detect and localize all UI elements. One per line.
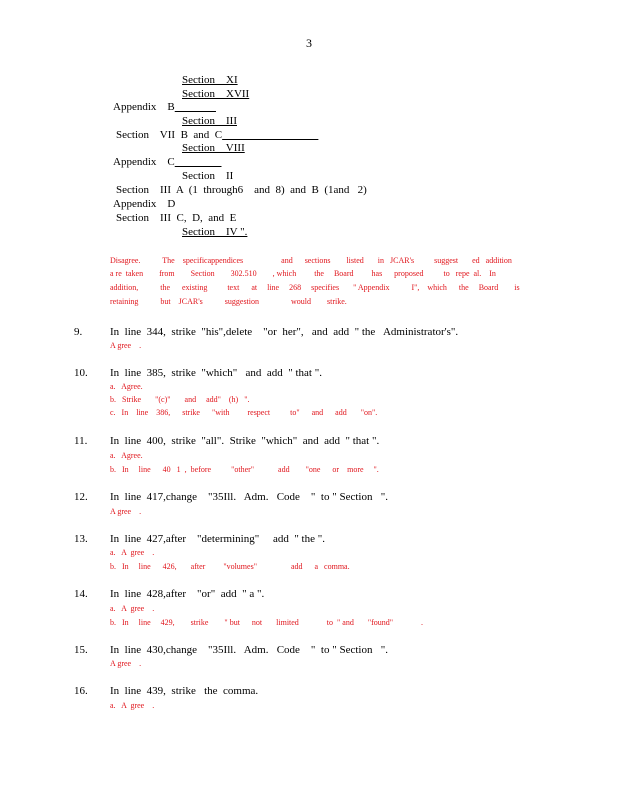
item-number: 12. [74, 491, 88, 503]
item-text: In line 427,after "determining" add " the ". [110, 533, 325, 545]
item-number: 13. [74, 533, 88, 545]
item-number: 9. [74, 326, 83, 338]
item-text: In line 439, strike the comma. [110, 685, 259, 697]
item-text: In line 400, strike "all". Strike "which" and add " that ". [110, 435, 380, 447]
item-number: 16. [74, 685, 88, 697]
section-line: Section XVII [182, 88, 250, 100]
item-number: 15. [74, 644, 88, 656]
item-number: 14. [74, 588, 88, 600]
item-answer: b. In line 429, strike " but not limited to " and "found" . [110, 618, 424, 627]
item-answer: b. Strike "(c)" and add" (h) ". [110, 395, 250, 404]
item-text: In line 428,after "or" add " a ". [110, 588, 265, 600]
section-line: Section II [182, 170, 234, 182]
section-line: Section III [182, 115, 237, 127]
disagree-line: a re taken from Section 302.510 , which the Board has proposed to repe al. In [110, 269, 496, 278]
item-text: In line 344, strike "his",delete "or her", and add " the Administrator's". [110, 326, 459, 338]
appendix-line: Appendix B [113, 101, 175, 113]
item-answer: a. A gree . [110, 701, 155, 710]
item-number: 10. [74, 367, 88, 379]
section-line: Section XI [182, 74, 238, 86]
item-number: 11. [74, 435, 88, 447]
item-text: In line 417,change "35Ill. Adm. Code " to " Section ". [110, 491, 388, 503]
disagree-line: retaining but JCAR's suggestion would strike. [110, 297, 347, 306]
item-answer: a. A gree . [110, 548, 155, 557]
item-answer: a. Agree. [110, 451, 143, 460]
section-line: Section VII B and C [116, 129, 223, 141]
item-answer: A gree . [110, 659, 142, 668]
section-line: Section III A (1 through6 and 8) and B (1and 2) [116, 184, 367, 196]
disagree-line: Disagree. The specificappendices and sections listed in JCAR's suggest ed addition [110, 256, 512, 265]
item-answer: a. A gree . [110, 604, 155, 613]
section-line: Section IV ". [182, 226, 248, 238]
appendix-line: Appendix D [113, 198, 176, 210]
item-text: In line 385, strike "which" and add " that ". [110, 367, 322, 379]
appendix-line: Appendix C [113, 156, 175, 168]
section-line: Section III C, D, and E [116, 212, 237, 224]
disagree-line: addition, the existing text at line 268 specifies " Appendix I", which the Board is [110, 283, 520, 292]
item-answer: a. Agree. [110, 382, 143, 391]
item-answer: A gree . [110, 341, 142, 350]
item-text: In line 430,change "35Ill. Adm. Code " to " Section ". [110, 644, 388, 656]
item-answer: c. In line 386, strike "with respect to" and add "on". [110, 408, 378, 417]
item-answer: b. In line 40 1 , before "other" add "one or more ". [110, 465, 379, 474]
section-line: Section VIII [182, 142, 245, 154]
page-number: 3 [306, 36, 312, 50]
item-answer: b. In line 426, after "volumes" add a comma. [110, 562, 350, 571]
item-answer: A gree . [110, 507, 142, 516]
